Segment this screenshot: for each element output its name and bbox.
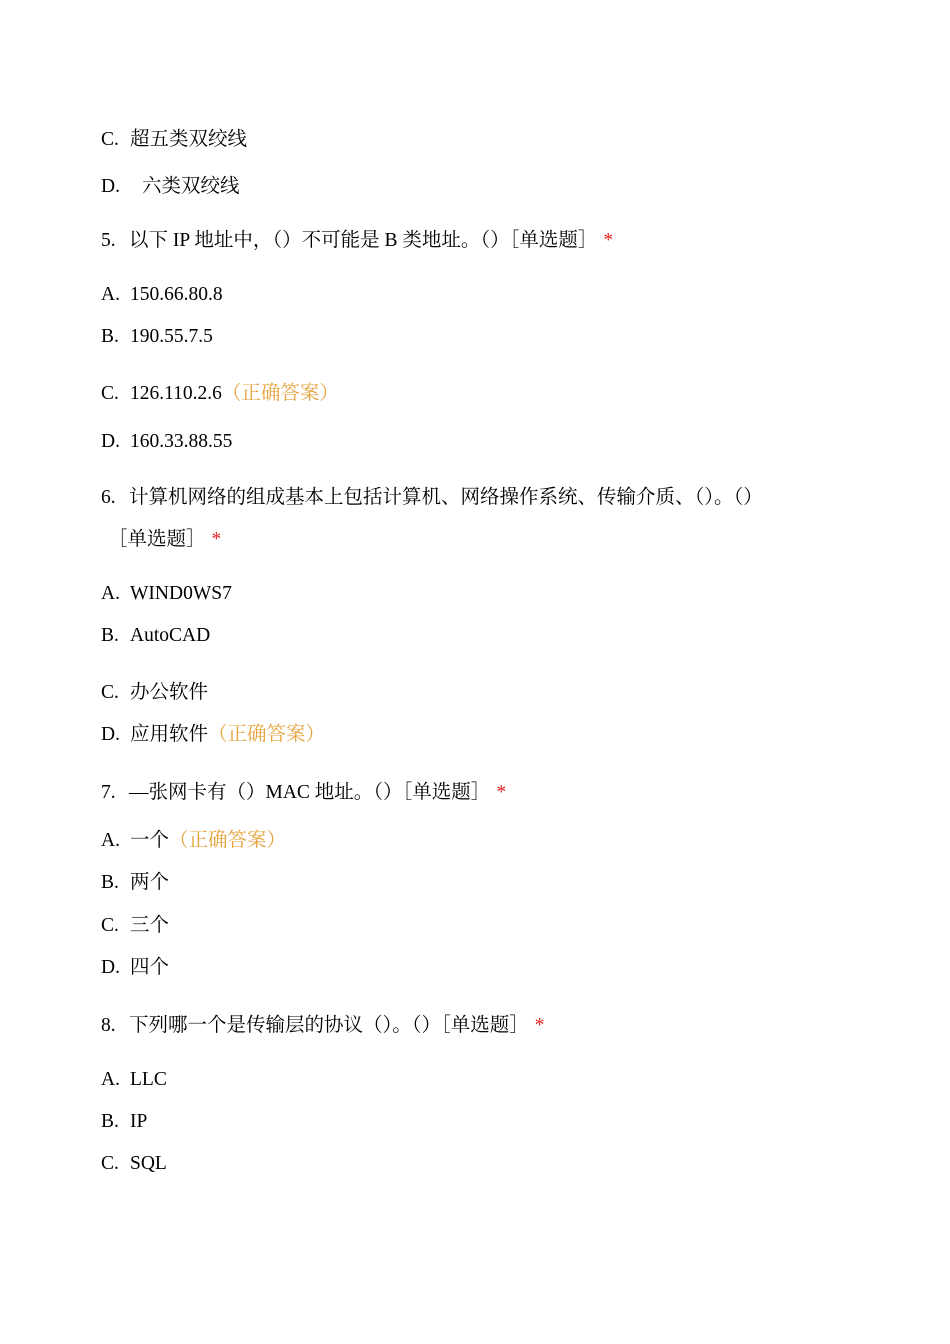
option-label: A. xyxy=(101,583,120,604)
question-text: 下列哪一个是传输层的协议（）。（）［单选题］ xyxy=(129,1015,529,1036)
q5-option-d xyxy=(101,429,232,455)
q8-option-a xyxy=(101,1067,167,1093)
q5-option-c xyxy=(101,381,339,407)
option-text: IP xyxy=(130,1111,148,1132)
option-text: AutoCAD xyxy=(130,625,211,646)
option-text: 两个 xyxy=(130,872,170,893)
q6-stem xyxy=(101,485,763,511)
question-number: 5. xyxy=(101,230,116,251)
option-label: D. xyxy=(101,724,120,745)
option-label: A. xyxy=(101,1069,120,1090)
question-number: 7. xyxy=(101,782,116,803)
option-label: B. xyxy=(101,326,119,347)
q7-option-d xyxy=(101,955,169,981)
option-text: 办公软件 xyxy=(130,682,209,703)
option-label: D. xyxy=(101,957,120,978)
option-text: 126.110.2.6 xyxy=(130,383,222,404)
option-text: 四个 xyxy=(130,957,170,978)
q6-option-c xyxy=(101,680,208,706)
q5-option-b xyxy=(101,324,213,350)
correct-answer-tag: （正确答案） xyxy=(221,383,339,404)
question-number: 8. xyxy=(101,1015,116,1036)
q7-option-b xyxy=(101,870,169,896)
option-label: D. xyxy=(101,176,120,197)
option-label: C. xyxy=(101,383,119,404)
option-text: 190.55.7.5 xyxy=(130,326,213,347)
q8-stem xyxy=(101,1013,545,1039)
q8-option-b xyxy=(101,1109,147,1135)
q6-option-a xyxy=(101,581,232,607)
option-label: B. xyxy=(101,625,119,646)
q6-option-b xyxy=(101,623,210,649)
question-text: 以下 IP 地址中，（）不可能是 B 类地址。（）［单选题］ xyxy=(129,230,598,251)
option-text: 六类双绞线 xyxy=(142,176,240,197)
option-label: A. xyxy=(101,830,120,851)
required-mark: * xyxy=(211,529,222,550)
q4-option-d xyxy=(101,174,240,200)
option-label: B. xyxy=(101,1111,119,1132)
option-label: D. xyxy=(101,431,120,452)
option-label: C. xyxy=(101,1153,119,1174)
q6-stem-cont xyxy=(108,527,221,553)
question-text: 计算机网络的组成基本上包括计算机、网络操作系统、传输介质、（）。（） xyxy=(129,487,763,508)
q8-option-c xyxy=(101,1151,167,1177)
option-text: 三个 xyxy=(130,915,170,936)
q5-option-a xyxy=(101,282,223,308)
option-label: B. xyxy=(101,872,119,893)
q6-option-d xyxy=(101,722,325,748)
option-label: C. xyxy=(101,682,119,703)
required-mark: * xyxy=(496,782,507,803)
q7-stem xyxy=(101,780,506,806)
question-type: ［单选题］ xyxy=(108,529,206,550)
correct-answer-tag: （正确答案） xyxy=(208,724,326,745)
question-number: 6. xyxy=(101,487,116,508)
q7-option-c xyxy=(101,913,169,939)
option-text: WIND0WS7 xyxy=(130,583,232,604)
required-mark: * xyxy=(534,1015,545,1036)
option-label: A. xyxy=(101,284,120,305)
option-text: 150.66.80.8 xyxy=(130,284,223,305)
question-text: —张网卡有（）MAC 地址。（）［单选题］ xyxy=(129,782,491,803)
q7-option-a xyxy=(101,828,286,854)
required-mark: * xyxy=(603,230,614,251)
option-text: SQL xyxy=(130,1153,167,1174)
option-text: LLC xyxy=(130,1069,167,1090)
correct-answer-tag: （正确答案） xyxy=(169,830,287,851)
q5-stem xyxy=(101,228,613,254)
option-text: 160.33.88.55 xyxy=(130,431,233,452)
option-text: 应用软件 xyxy=(130,724,209,745)
option-label: C. xyxy=(101,129,119,150)
option-text: 一个 xyxy=(130,830,170,851)
q4-option-c xyxy=(101,127,247,153)
option-label: C. xyxy=(101,915,119,936)
option-text: 超五类双绞线 xyxy=(130,129,248,150)
